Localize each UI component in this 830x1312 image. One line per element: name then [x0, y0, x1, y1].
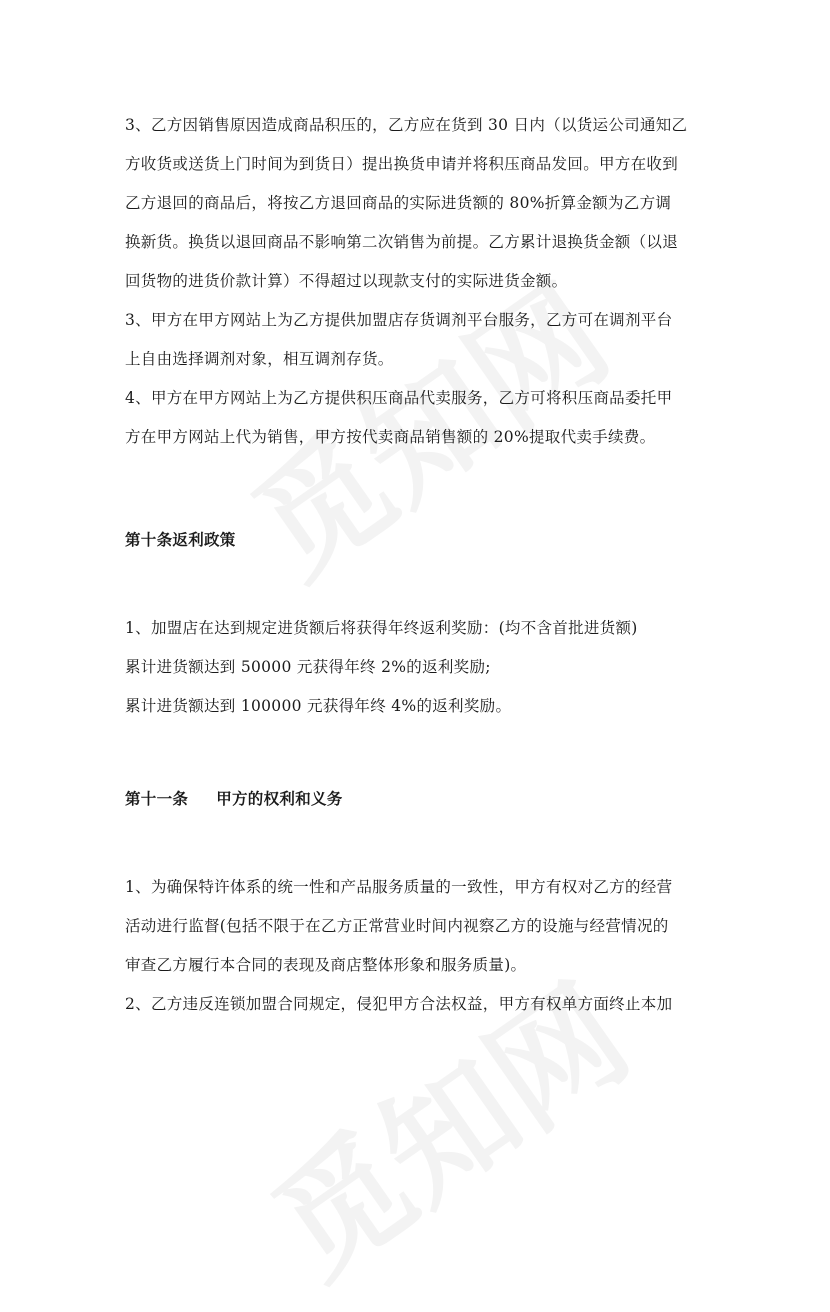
section-10-line: 1、加盟店在达到规定进货额后将获得年终返利奖励：(均不含首批进货额): [125, 619, 638, 637]
section-11-line: 活动进行监督(包括不限于在乙方正常营业时间内视察乙方的设施与经营情况的: [125, 917, 669, 935]
section-10-line: 累计进货额达到 100000 元获得年终 4%的返利奖励。: [125, 697, 512, 715]
section-11-number: 第十一条: [125, 789, 189, 808]
paragraph-line: 4、甲方在甲方网站上为乙方提供积压商品代卖服务，乙方可将积压商品委托甲: [125, 389, 673, 407]
watermark: [212, 235, 639, 612]
paragraph-line: 方在甲方网站上代为销售，甲方按代卖商品销售额的 20%提取代卖手续费。: [125, 428, 656, 446]
section-11-name: 甲方的权利和义务: [216, 789, 343, 808]
section-11-title: [125, 789, 725, 809]
paragraph-line: 3、甲方在甲方网站上为乙方提供加盟店存货调剂平台服务，乙方可在调剂平台: [125, 311, 673, 329]
watermark: [232, 935, 659, 1312]
paragraph-line: 回货物的进货价款计算）不得超过以现款支付的实际进货金额。: [125, 272, 568, 290]
section-11-line: 1、为确保特许体系的统一性和产品服务质量的一致性，甲方有权对乙方的经营: [125, 878, 673, 896]
section-11-line: 审查乙方履行本合同的表现及商店整体形象和服务质量)。: [125, 956, 527, 974]
paragraph-line: 乙方退回的商品后，将按乙方退回商品的实际进货额的 80%折算金额为乙方调: [125, 194, 672, 212]
paragraph-line: 上自由选择调剂对象，相互调剂存货。: [125, 350, 394, 368]
paragraph-line: 3、乙方因销售原因造成商品积压的，乙方应在货到 30 日内（以货运公司通知乙: [125, 116, 688, 134]
section-10-line: 累计进货额达到 50000 元获得年终 2%的返利奖励;: [125, 658, 491, 676]
paragraph-line: 换新货。换货以退回商品不影响第二次销售为前提。乙方累计退换货金额（以退: [125, 233, 679, 251]
section-11-line: 2、乙方违反连锁加盟合同规定，侵犯甲方合法权益，甲方有权单方面终止本加: [125, 995, 673, 1013]
section-10-title: 第十条返利政策: [125, 530, 236, 549]
paragraph-line: 方收货或送货上门时间为到货日）提出换货申请并将积压商品发回。甲方在收到: [125, 155, 679, 173]
